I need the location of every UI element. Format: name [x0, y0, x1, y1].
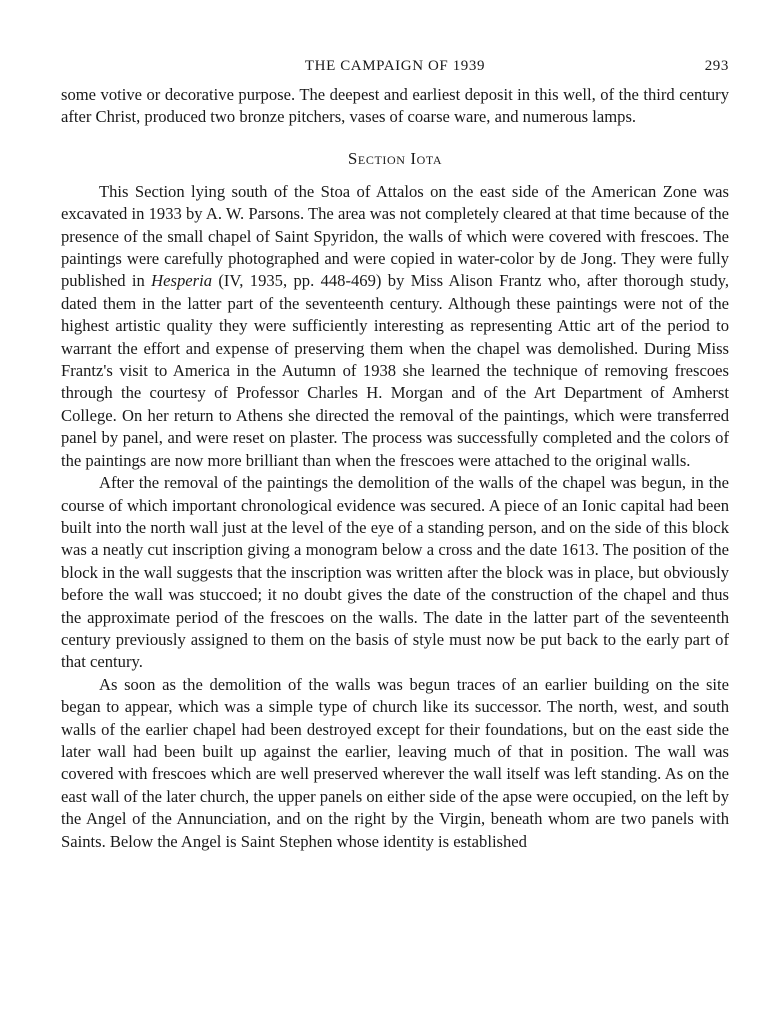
paragraph-1-text-b: (IV, 1935, pp. 448-469) by Miss Alison Frantz who, after thorough study, dated them in the latter part of the seventeenth century. Although these paintings were not of the highest artistic quality they were sufficiently interesting as representing Attic art of the period to warrant the effort and expense of preserving them when the chapel was demolished. During Miss Frantz's visit to America in the Autumn of 1938 she learned the technique of removing frescoes through the courtesy of Professor Charles H. Morgan and of the Art Department of Amherst College. On her return to Athens she directed the removal of the paintings, which were transferred panel by panel, and were reset on plaster. The process was successfully completed and the colors of the paintings are now more brilliant than when the frescoes were attached to the original walls. — [61, 271, 730, 470]
journal-title: Hesperia — [151, 271, 213, 291]
section-paragraph-3: As soon as the demolition of the walls was begun traces of an earlier building on the site began to appear, which was a simple type of church like its successor. The north, west, and south walls of the earlier chapel had been destroyed except for their foundations, but on the east side the later wall had been built up against the earlier, leaving much of that in position. The wall was covered with frescoes which are well preserved wherever the wall itself was left standing. As on the east wall of the later church, the upper panels on either side of the apse were occupied, on the left by the Angel of the Annunciation, and on the right by the Virgin, beneath whom are two panels with Saints. Below the Angel is Saint Stephen whose identity is established — [61, 674, 729, 851]
running-title: THE CAMPAIGN OF 1939 — [304, 58, 486, 74]
section-paragraph-1 — [61, 181, 729, 472]
intro-paragraph: some votive or decorative purpose. The deepest and earliest deposit in this well, of the third century after Christ, produced two bronze pitchers, vases of coarse ware, and numerous lamps. — [61, 85, 729, 127]
page — [61, 58, 729, 853]
section-paragraph-2: After the removal of the paintings the demolition of the walls of the chapel was begun, in the course of which important chronological evidence was secured. A piece of an Ionic capital had been built into the north wall just at the level of the eye of a standing person, and on the side of this block was a neatly cut inscription giving a monogram below a cross and the date 1613. The position of the block in the wall suggests that the inscription was written after the block was in place, but obviously before the wall was stuccoed; it no doubt gives the date of the construction of the chapel and thus the approximate period of the frescoes on the walls. The date in the latter part of the seventeenth century previously assigned to them on the basis of style must now be put back to the early part of that century. — [61, 473, 729, 672]
section-heading: Section Iota — [347, 148, 443, 168]
page-number: 293 — [704, 58, 729, 74]
paragraph-1-text-a: This Section lying south of the Stoa of Attalos on the east side of the American Zone was excavated in 1933 by A. W. Parsons. The area was not completely cleared at that time because of the presence of the small chapel of Saint Spyridon, the walls of which were covered with frescoes. The paintings were carefully photographed and were copied in water-color by de Jong. They were fully published in — [61, 181, 729, 291]
running-head — [61, 58, 729, 84]
